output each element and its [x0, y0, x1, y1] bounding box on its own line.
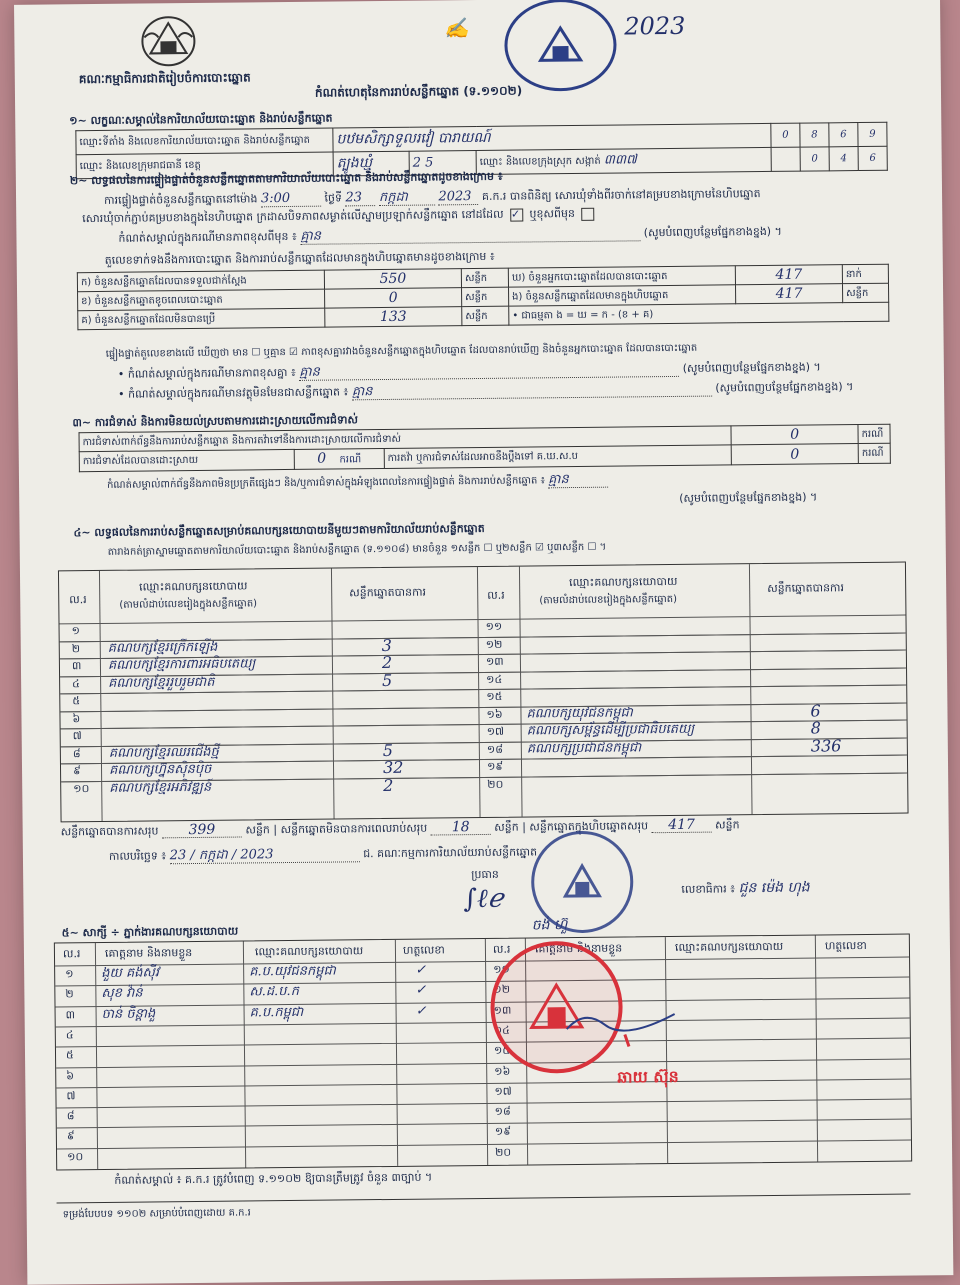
blue-official-stamp: [504, 0, 617, 92]
party-results-table: [58, 562, 909, 823]
objection-unit: ករណី: [858, 424, 890, 443]
party-row-line: [61, 720, 907, 730]
count-value: 0: [325, 288, 462, 308]
witness-name: ចាន់ ចិន្តាងួ: [101, 1006, 156, 1022]
witness-row-line: [56, 1017, 910, 1027]
party-row-no: ៣: [71, 659, 82, 673]
count-label: ឃ) ចំនួនអ្នកបោះឆ្នោតដែលបានបោះឆ្នោត: [508, 266, 735, 287]
party-row-no: ៤: [72, 676, 80, 690]
witness-no-right: ១២: [493, 983, 511, 997]
s1-province-value: ត្បូងឃ្មុំ: [333, 151, 409, 176]
formula-note: • ជាធម្មតា ង = ឃ = ក - (ខ + គ): [509, 302, 889, 325]
w-col-name: គោត្តនាម និងនាមខ្លួន: [104, 946, 193, 960]
witness-no: ២: [65, 987, 74, 1001]
party-row-no: ៧: [72, 729, 82, 743]
w-col-party-right: ឈ្មោះគណបក្សនយោបាយ: [674, 939, 784, 954]
witness-no-right: ១៣: [493, 1003, 512, 1017]
party-row-no: ១២: [485, 637, 503, 651]
witness-signature: ✓: [415, 982, 427, 998]
party-row-name: គណបក្សខ្មែរអភិវឌ្ឍន៍: [109, 779, 212, 796]
party-row-no: ១: [71, 624, 80, 638]
count-unit: សន្លឹក: [462, 287, 509, 306]
witness-no: ១: [65, 967, 74, 981]
secretary-line: លេខាធិការ ៖ ជួន ម៉េង ហុង: [681, 879, 810, 897]
s1-code-digit: 0: [771, 123, 800, 147]
col-party-sub-right: (តាមលំដាប់លេខរៀងក្នុងសន្លឹកឆ្នោត): [539, 593, 678, 607]
s1-district-digit: 6: [858, 146, 887, 170]
col-votes-header-right: សន្លឹកឆ្នោតបានការ: [767, 581, 845, 595]
section3-heading: ៣~ ការជំទាស់ និងការមិនយល់ស្របតាមការដោះស្រាយលើការជំទាស់: [72, 413, 359, 430]
witness-row-line: [56, 1038, 910, 1048]
s2-note-line: កំណត់សម្គាល់ក្នុងករណីមានភាពខុសពីមុន ៖ គ្មាន (សូមបំពេញបន្ថែមផ្នែកខាងខ្នង) ។: [118, 224, 782, 245]
w-col-no: ល.រ: [62, 947, 81, 961]
s2-intro: តួលេខទាក់ទងនឹងការបោះឆ្នោត និងការរាប់សន្លឹកឆ្នោតដែលមានក្នុងហិបឆ្នោតមានដូចខាងក្រោម ៖: [104, 249, 495, 267]
count-label: ង) ចំនួនសន្លឹកឆ្នោតដែលមានក្នុងហិបឆ្នោត: [509, 285, 736, 306]
s1-code-digit: 8: [800, 123, 829, 147]
s4-sheets-line: តារាងកត់ត្រាស្នាមឆ្នោតតាមការិយាល័យបោះឆ្នោត និងរាប់សន្លឹកឆ្នោត (ទ.១១០៨) មានចំនួន ១សន្លឹក ☐ ឬ២សន្លឹក ☑ ឬ៣សន្លឹក ☐ ។: [107, 541, 607, 558]
party-row-name: គណបក្សយុវជនកម្ពុជា: [526, 704, 633, 722]
footnote: កំណត់សម្គាល់ ៖ គ.ក.រ ត្រូវបំពេញ ទ.១១០២ ឱ្យបានត្រឹមត្រូវ ចំនួន ៣ច្បាប់ ។: [114, 1170, 433, 1187]
party-row-no: ១៩: [486, 759, 504, 773]
witness-no-right: ១១: [493, 962, 510, 976]
witness-name: ងួយ គង់ស៊ីវ: [101, 965, 160, 981]
section1-heading: ១~ លក្ខណៈសម្គាល់នៃការិយាល័យបោះឆ្នោត និងរាប់សន្លឹកឆ្នោត: [69, 111, 333, 128]
s1-location-value: បឋមសិក្សាទួលរវៀ បារាយណ៍: [333, 123, 771, 152]
party-row-line: [60, 702, 906, 712]
party-row-no: ១៥: [486, 689, 503, 703]
ballot-counting-form: [14, 0, 953, 1285]
s4-totals-line: សន្លឹកឆ្នោតបានការសរុប 399 សន្លឹក | សន្លឹកឆ្នោតមិនបានការពេលរាប់សរុប 18 សន្លឹក | សន្លឹកឆ្នោតក្នុងហិបឆ្នោតសរុប 417 សន្លឹក: [60, 816, 740, 839]
s1-location-label: ឈ្មោះទីតាំង និងលេខការិយាល័យបោះឆ្នោត និងរាប់សន្លឹកឆ្នោត: [76, 128, 333, 155]
party-row-name: គណបក្សខ្មែរក្រើកឡើង: [107, 639, 218, 656]
w-col-sig-right: ហត្ថលេខា: [824, 938, 867, 953]
nec-emblem: [136, 11, 201, 70]
witness-no: ៦: [66, 1068, 75, 1082]
party-row-votes: 3: [381, 635, 393, 655]
w-col-no-right: ល.រ: [492, 942, 511, 956]
changed-checkbox[interactable]: [581, 207, 594, 220]
witness-name: សុខ វ៉ាន់: [101, 985, 143, 1002]
party-row-votes: 32: [382, 757, 404, 778]
witness-row-line: [56, 997, 910, 1007]
party-row-no: ៨: [72, 746, 81, 760]
party-row-no: ៥: [72, 694, 81, 708]
party-row-no: ២: [71, 641, 81, 655]
witness-no: ៧: [66, 1089, 76, 1103]
s2-verify-line: ការផ្ទៀងផ្ទាត់ចំនួនសន្លឹកឆ្នោតនៅម៉ោង 3:00 ថ្ងៃទី 23 កក្កដា 2023 គ.ក.រ បានពិនិត្យ សោរឃុំទាំងពីរចាក់នៅគម្របខាងក្រោមនៃហិបឆ្នោត: [104, 187, 761, 207]
s2-bullet-objects: • កំណត់សម្គាល់ក្នុងករណីមានវត្ថុមិនមែនជាសន្លឹកឆ្នោត ៖ គ្មាន (សូមបំពេញបន្ថែមផ្នែកខាងខ្នង) ។: [118, 380, 854, 401]
count-unit: នាក់: [842, 264, 888, 283]
s4-date-line: កាលបរិច្ឆេទ ៖ 23 / កក្កដា / 2023 ជ. គណៈកម្មការការិយាល័យរាប់សន្លឹកឆ្នោត: [108, 845, 538, 864]
s1-code-digit: 9: [858, 122, 887, 146]
count-unit: សន្លឹក: [461, 268, 508, 287]
resolved-value: 0 ករណី: [294, 448, 384, 469]
party-row-no: ១៧: [486, 724, 505, 738]
witness-row-line: [57, 1099, 911, 1109]
appeal-label: ការតវ៉ា ឬការជំទាស់ដែលអាចនឹងប្តឹងទៅ គ.ឃ.ស.ប: [384, 445, 731, 469]
count-value: 133: [325, 307, 462, 327]
witness-row-line: [56, 1058, 910, 1068]
party-row-votes: 5: [382, 740, 394, 760]
witness-no: ៣: [65, 1007, 76, 1021]
witness-no-right: ១៧: [494, 1084, 512, 1098]
header-date-handwritten: 2023: [624, 11, 686, 41]
col-party-header: ឈ្មោះគណបក្សនយោបាយ: [139, 579, 248, 594]
party-row-votes: 6: [810, 700, 821, 721]
appeal-unit: ករណី: [858, 443, 890, 463]
witness-party: ស.ដ.ប.ក: [249, 984, 299, 1000]
witness-no-right: ១៥: [493, 1043, 511, 1058]
w-col-party: ឈ្មោះគណបក្សនយោបាយ: [254, 944, 364, 959]
party-row-votes: 8: [810, 718, 821, 738]
count-value: 417: [735, 284, 842, 304]
form-code: ទម្រង់បែបបទ ១១០២ សម្រាប់បំពេញដោយ គ.ក.រ: [62, 1207, 251, 1221]
col-no-header-right: ល.រ: [487, 588, 505, 602]
section5-heading: ៥~ សាក្សី ÷ ភ្នាក់ងារគណបក្សនយោបាយ: [61, 924, 239, 940]
form-title: កំណត់ហេតុនៃការរាប់សន្លឹកឆ្នោត (ទ.១១០២): [314, 83, 523, 100]
count-label: ក) ចំនួនសន្លឹកឆ្នោតដែលបានទទួលជាក់ស្តែង: [77, 270, 324, 292]
party-row-no: ១៦: [486, 707, 503, 721]
col-no-header: ល.រ: [69, 593, 87, 607]
s2-bullet-diff: • កំណត់សម្គាល់ក្នុងករណីមានភាពខុសគ្នា ៖ គ្មាន (សូមបំពេញបន្ថែមផ្នែកខាងខ្នង) ។: [117, 360, 821, 381]
section3-table: [79, 424, 891, 473]
party-row-name: គណបក្សខ្មែររួបរួមជាតិ: [108, 674, 215, 691]
party-row-name: គណបក្សប្រជាជនកម្ពុជា: [526, 739, 642, 757]
witness-no: ៨: [66, 1109, 75, 1123]
party-row-no: ៩: [72, 764, 81, 778]
count-value: 550: [324, 269, 461, 289]
party-row-votes: 5: [382, 670, 393, 690]
party-row-line: [60, 632, 906, 642]
s2-compare-line: ផ្ទៀងផ្ទាត់តួលេខខាងលើ ឃើញថា មាន ☐ ឬគ្មាន ☑ ភាពខុសគ្នារវាងចំនួនសន្លឹកឆ្នោតក្នុងហិបឆ្នោត ដែលបានរាប់ឃើញ និងចំនួនអ្នកបោះឆ្នោត ដែលបានបោះឆ្នោត: [105, 342, 698, 360]
party-row-name: គណបក្សសម្ព័ន្ធដើម្បីប្រជាធិបតេយ្យ: [526, 721, 695, 739]
witness-no-right: ១៨: [494, 1104, 511, 1118]
section2-counts-table: [77, 264, 890, 330]
witness-no: ៥: [65, 1048, 74, 1062]
witness-no-right: ១៩: [494, 1125, 512, 1139]
footer-divider: [57, 1194, 911, 1204]
count-label: គ) ចំនួនសន្លឹកឆ្នោតដែលមិនបានប្រើ: [78, 308, 325, 330]
witness-row-line: [57, 1119, 911, 1129]
party-row-no: ៦: [72, 711, 81, 725]
s1-province-label: ឈ្មោះ និងលេខក្រុមរាជធានី ខេត្ត: [76, 152, 333, 179]
count-unit: សន្លឹក: [462, 306, 509, 325]
witness-signature: ✓: [415, 1003, 427, 1019]
s1-district-digit: 0: [800, 147, 829, 171]
s3-hint: (សូមបំពេញបន្ថែមផ្នែកខាងខ្នង) ។: [679, 490, 818, 505]
unchanged-checkbox[interactable]: [510, 208, 523, 221]
witness-no-right: ១៤: [493, 1023, 510, 1037]
witness-no: ៤: [65, 1028, 74, 1042]
witness-no-right: ២០: [494, 1145, 512, 1159]
red-name-text: ឆាយ ស៊ុន: [617, 1066, 679, 1087]
chair-name: ចង់ ហ៊ួ: [531, 917, 568, 934]
party-row-no: ២០: [487, 777, 504, 791]
col-party-sub: (តាមលំដាប់លេខរៀងក្នុងសន្លឹកឆ្នោត): [119, 598, 258, 611]
s3-note-line: កំណត់សម្គាល់ពាក់ព័ន្ធនឹងភាពមិនប្រក្រតីផ្សេងៗ និង/ឬការជំទាស់ក្នុងអំឡុងពេលនៃការផ្ទៀងផ្ទាត់ និងការរាប់សន្លឹកឆ្នោត ៖ គ្មាន: [107, 473, 608, 493]
party-row-name: គណបក្សហ្វ៊ុនស៊ិនប៉ិច: [108, 761, 212, 778]
party-row-name: គណបក្សខ្មែរឈរជើងថ្មី: [108, 744, 219, 761]
resolved-label: ការជំទាស់ដែលបានដោះស្រាយ: [79, 449, 294, 471]
blue-committee-stamp: [531, 830, 634, 933]
s1-district-label: ឈ្មោះ និងលេខក្រុងស្រុក សង្កាត់ ៣៣៧: [476, 147, 771, 174]
s1-code-digit: 6: [829, 123, 858, 147]
objection-label: ការជំទាស់ពាក់ព័ន្ធនឹងការរាប់សន្លឹកឆ្នោត និងការតវ៉ាទៅនឹងការដោះស្រាយលើការជំទាស់: [79, 426, 731, 452]
s1-district-digit: 4: [829, 147, 858, 171]
w-col-name-right: គោត្តនាម និងនាមខ្លួន: [534, 941, 623, 956]
party-row-votes: 2: [381, 652, 393, 673]
witness-row-line: [56, 1078, 910, 1088]
count-unit: សន្លឹក: [842, 283, 888, 302]
party-row-line: [61, 737, 907, 747]
party-row-votes: 336: [810, 735, 842, 756]
party-row-name: គណបក្សខ្មែរការពារអធិបតេយ្យ: [107, 656, 256, 673]
s1-province-number: 2 5: [409, 151, 476, 176]
count-value: 417: [735, 265, 842, 285]
witness-no: ១០: [67, 1149, 84, 1164]
appeal-value: 0: [731, 444, 858, 465]
chair-signature: ∫ℓℯ: [463, 883, 504, 915]
objection-value: 0: [731, 425, 858, 445]
party-row-no: ១៣: [485, 654, 504, 668]
witness-table: [54, 934, 912, 1171]
witness-no: ៩: [66, 1129, 75, 1143]
header-signature: ✍: [444, 16, 470, 41]
party-row-no: ១១: [485, 619, 503, 633]
witness-party: គ.ប.យុវជនកម្ពុជា: [249, 963, 336, 980]
party-row-votes: 2: [383, 775, 394, 795]
witness-party: គ.ប.កម្ពុជា: [249, 1004, 304, 1021]
count-label: ខ) ចំនួនសន្លឹកឆ្នោតខូចពេលបោះឆ្នោត: [78, 289, 325, 311]
party-row-no: ១៨: [486, 742, 504, 756]
red-stamp-signature-stroke: [564, 998, 685, 1049]
org-name: គណៈកម្មាធិការជាតិរៀបចំការបោះឆ្នោត: [78, 70, 251, 87]
col-votes-header: សន្លឹកឆ្នោតបានការ: [349, 585, 427, 600]
s2-lock-line: សោរឃុំចាក់ភ្ជាប់គម្របខាងក្នុងនៃហិបឆ្នោត ក្រដាសបិទភាពសម្ងាត់លើស្នាមប្រឡាក់សន្លឹកឆ្នោត នៅដដែល ✓ ឬខុសពីមុន: [82, 207, 597, 226]
w-col-sig: ហត្ថលេខា: [402, 943, 445, 957]
party-row-no: ១៤: [486, 672, 503, 686]
chair-label: ប្រធាន: [471, 867, 499, 882]
party-row-no: ១០: [73, 781, 90, 795]
witness-row-line: [57, 1139, 911, 1149]
witness-row-line: [55, 977, 909, 987]
col-party-header-right: ឈ្មោះគណបក្សនយោបាយ: [569, 574, 678, 590]
section4-heading: ៤~ លទ្ធផលនៃការរាប់សន្លឹកឆ្នោតសម្រាប់គណបក្សនយោបាយនីមួយៗតាមការិយាល័យរាប់សន្លឹកឆ្នោត: [73, 521, 485, 540]
witness-signature: ✓: [415, 962, 427, 978]
witness-no-right: ១៦: [494, 1064, 511, 1078]
section2-heading: ២~ លទ្ធផលនៃការផ្ទៀងផ្ទាត់ចំនួនសន្លឹកឆ្នោតតាមការិយាល័យបោះឆ្នោត និងរាប់សន្លឹកឆ្នោតដូចខាងក្រោម ៖: [69, 169, 503, 188]
